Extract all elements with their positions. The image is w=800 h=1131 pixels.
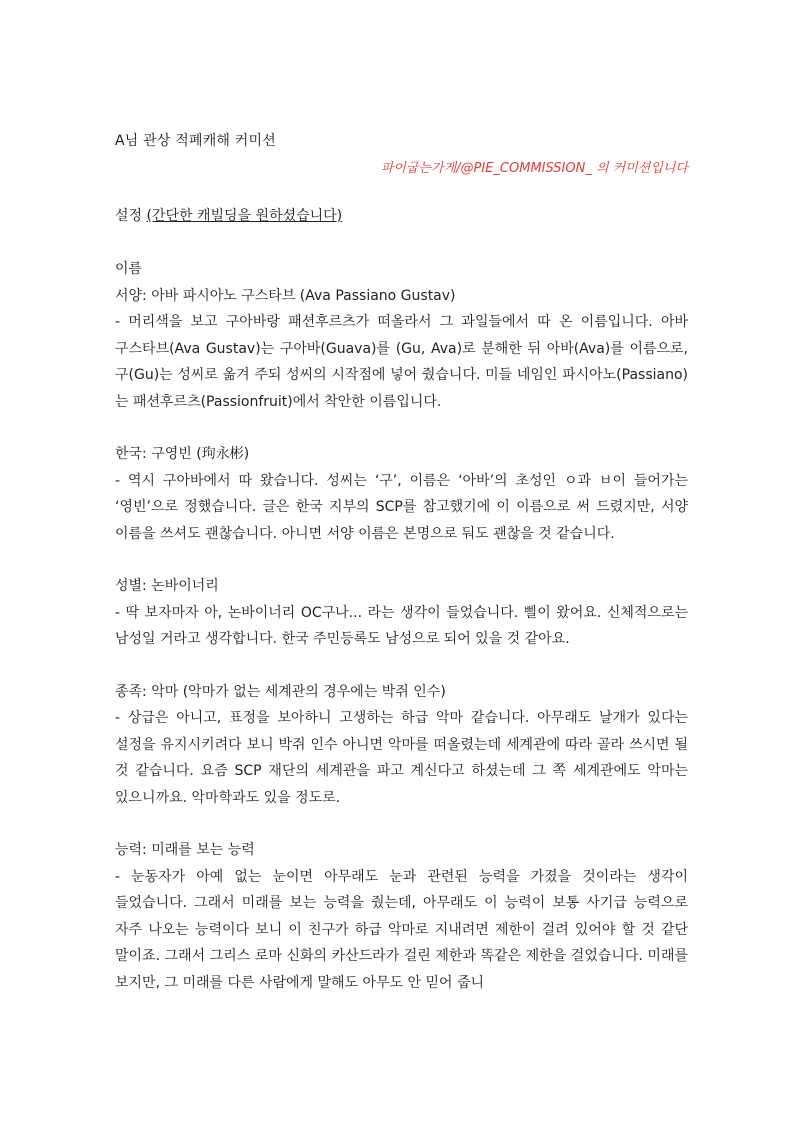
commission-credit: 파이굽는가게/@PIE_COMMISSION_ 의 커미션입니다 (380, 161, 688, 176)
section-heading: 능력: 미래를 보는 능력 (115, 842, 255, 858)
section-gender (115, 573, 688, 653)
settings-label: 설정 (115, 208, 143, 224)
western-name-line: 서양: 아바 파시아노 구스타브 (Ava Passiano Gustav) (115, 287, 456, 304)
section-paragraph: - 머리색을 보고 구아바랑 패션후르츠가 떠올라서 그 과일들에서 따 온 이름입니다. 아바 구스타브(Ava Gustav)는 구아바(Guava)를 (Gu, Ava)로 분해한 뒤 아바(Ava)를 이름으로, 구(Gu)는 성씨로 옮겨 주되 성씨의 시작점에 넣어 줬습니다. 미들 네임인 파시아노(Passiano)는 패션후르츠(Passionfruit)에서 착안한 이름입니다. (115, 314, 688, 410)
section-heading: 성별: 논바이너리 (115, 578, 219, 594)
section-paragraph: - 딱 보자마자 아, 논바이너리 OC구나... 라는 생각이 들었습니다. 삘이 왔어요. 신체적으로는 남성일 거라고 생각합니다. 한국 주민등록도 남성으로 되어 있을 것 같아요. (115, 604, 688, 647)
section-heading: 종족: 악마 (악마가 없는 세계관의 경우에는 박쥐 인수) (115, 683, 446, 700)
section-paragraph: - 눈동자가 아예 없는 눈이면 아무래도 눈과 관련된 능력을 가졌을 것이라는 생각이 들었습니다. 그래서 미래를 보는 능력을 줬는데, 아무래도 이 능력이 보통 사기급 능력으로 자주 나오는 능력이다 보니 이 친구가 하급 악마로 지내려면 제한이 걸려 있어야 할 것 같단 말이죠. 그래서 그리스 로마 신화의 카산드라가 걸린 제한과 똑같은 제한을 걸었습니다. 미래를 보지만, 그 미래를 다른 사람에게 말해도 아무도 안 믿어 줍니 (115, 868, 688, 991)
document-body (115, 256, 688, 1022)
settings-heading (115, 205, 342, 225)
section-korean-name (115, 441, 688, 547)
section-ability (115, 837, 688, 996)
section-heading: 이름 (115, 261, 143, 277)
document-title: A님 관상 적폐캐해 커미션 (115, 133, 276, 149)
section-paragraph: - 상급은 아니고, 표정을 보아하니 고생하는 하급 악마 같습니다. 아무래도 날개가 있다는 설정을 유지시키려다 보니 박쥐 인수 아니면 악마를 떠올렸는데 세계관에 따라 골라 쓰시면 될 것 같습니다. 요즘 SCP 재단의 세계관을 파고 계신다고 하셨는데 그 쪽 세계관에도 악마는 있으니까요. 악마학과도 있을 정도로. (115, 710, 688, 806)
section-species (115, 679, 688, 812)
section-paragraph: - 역시 구아바에서 따 왔습니다. 성씨는 ‘구’, 이름은 ‘아바’의 초성인 ㅇ과 ㅂ이 들어가는 ‘영빈’으로 정했습니다. 글은 한국 지부의 SCP를 참고했기에 이 이름으로 써 드렸지만, 서양 이름을 쓰셔도 괜찮습니다. 아니면 서양 이름은 본명으로 둬도 괜찮을 것 같습니다. (115, 472, 688, 542)
settings-note: (간단한 캐빌딩을 원하셨습니다) (146, 208, 343, 224)
section-heading: 한국: 구영빈 (玽永彬) (115, 446, 250, 462)
section-name (115, 256, 688, 415)
